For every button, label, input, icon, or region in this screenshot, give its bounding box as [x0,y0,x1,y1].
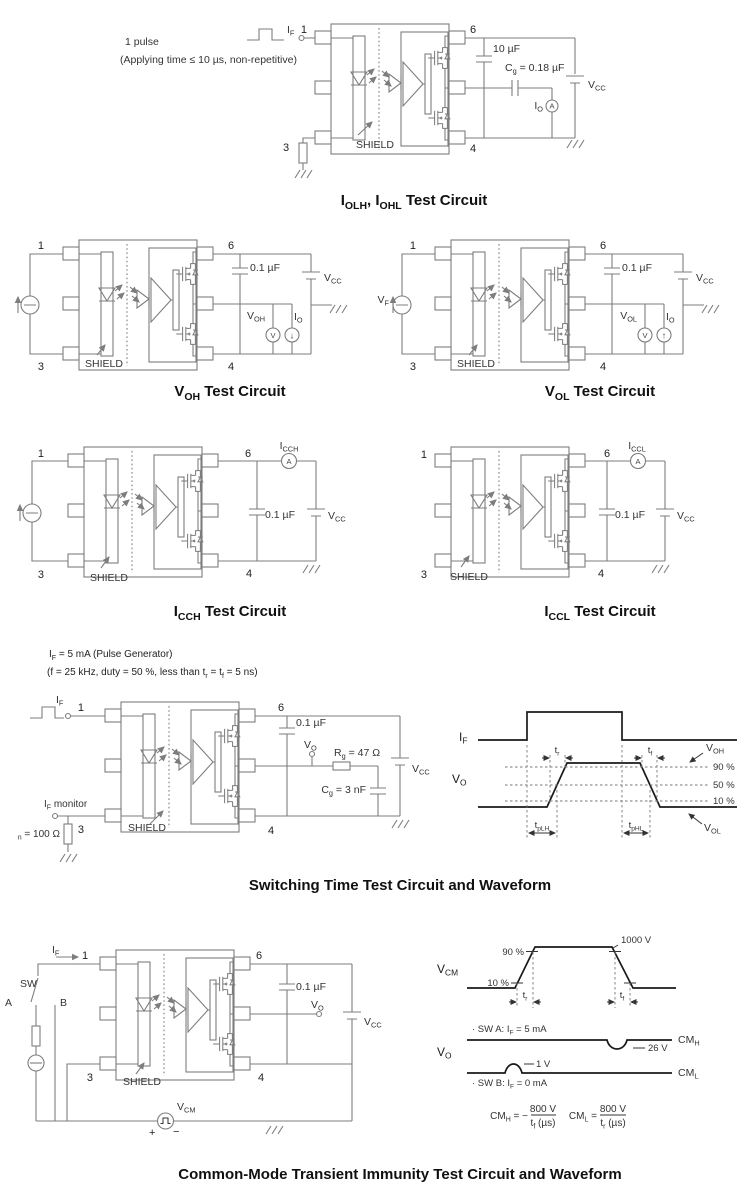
shield-label: SHIELD [90,572,128,584]
vol-arrow-icon [689,814,702,824]
level-50: 50 % [713,780,735,791]
vcc-label: $V_{CC}$ [677,510,695,524]
vcc-label: $V_{CC}$ [412,763,430,777]
down-arrow-glyph: ↓ [289,330,295,341]
cml-formula-den: $t_r$ (µs) [600,1118,626,1131]
vcm-wave-label: $V_{CM}$ [437,962,459,978]
pin-label: 6 [245,448,252,460]
switching-note-2: (f = 25 kHz, duty = 50 %, less than $t_r = t_f = 5$ ns) [47,667,258,680]
pin-label: 3 [86,1072,93,1084]
up-arrow-glyph: ↑ [661,330,667,341]
shield-label: SHIELD [356,139,394,151]
sw-label: SW [20,978,37,990]
pin-label: 6 [256,950,263,962]
pulse-note-2: (Applying time ≤ 10 µs, non-repetitive) [120,54,297,66]
pin-label: 4 [470,143,477,155]
voltmeter-letter: V [642,331,648,340]
terminal-icon [53,814,58,819]
cmti-test-circuit [5,944,382,1139]
cap-value: 0.1 µF [265,509,295,521]
section-title-voh: $V_{OH}$ Test Circuit [174,383,286,403]
if-trace [478,712,737,740]
pin-label: 6 [470,24,477,36]
resistor-icon [64,824,72,844]
optocoupler-package [68,447,218,577]
pin-label: 1 [409,240,416,252]
rg-value: $R_g = 47$ Ω [334,747,381,761]
vo-wave-label: $V_O$ [452,772,467,788]
if-label: $I_F$ [52,944,60,958]
section-title-icch: $I_{CCH}$ Test Circuit [173,603,287,623]
switching-note-1: $I_F = 5$ mA (Pulse Generator) [49,649,173,662]
tr-label: $t_r$ [554,745,560,758]
sw-b-label: B [60,997,68,1009]
pin-label: 1 [77,702,84,714]
shield-label: SHIELD [123,1076,161,1088]
resistor-icon [299,143,307,163]
pin-label: 1 [82,950,89,962]
iolh-iohl-test-circuit [120,24,606,178]
vo-wave-label: $V_O$ [437,1045,452,1061]
pin-label: 4 [258,1072,265,1084]
io-label: $I_O$ [294,311,303,325]
v1000-label: 1000 V [621,935,652,946]
pin-label: 3 [37,361,44,373]
measure-lines [517,952,630,1008]
level-lines [505,767,710,801]
section-title-iccl: $I_{CCL}$ Test Circuit [544,603,656,623]
cmh-label: $CM_H$ [678,1034,700,1048]
level-90: 90 % [713,762,735,773]
optocoupler-package [435,447,585,577]
v1-label: 1 V [536,1059,551,1070]
if-label: $I_F$ [56,694,64,708]
shield-label: SHIELD [128,822,166,834]
vcc-label: $V_{CC}$ [588,79,606,93]
ammeter-letter: A [286,457,292,466]
tphl-label: $t_{pHL}$ [628,820,644,833]
if-monitor-label: $I_F$ monitor [44,799,88,812]
pin-label: 6 [278,702,285,714]
vol-test-circuit [377,240,719,373]
ammeter-letter: A [549,101,555,111]
voltmeter-letter: V [270,331,276,340]
vo-label: $V_O$ [311,999,324,1013]
section-title-switching: Switching Time Test Circuit and Waveform [248,877,552,894]
pin-label: 1 [300,24,307,36]
vcm-label: $V_{CM}$ [177,1101,196,1115]
tplh-label: $t_{pLH}$ [534,820,550,833]
optocoupler-package [63,240,213,370]
vf-label: $V_F$ [377,294,389,308]
cap-value: 10 µF [493,43,521,55]
pulse-note-1: 1 pulse [125,36,159,48]
cmti-waveform [437,935,700,1131]
cml-formula-num: 800 V [599,1104,627,1115]
vcc-label: $V_{CC}$ [328,510,346,524]
tf-label: $t_f$ [647,745,653,758]
level-10: 10 % [713,796,735,807]
optocoupler-package [100,950,250,1080]
pulse-glyph-icon [161,1118,171,1124]
ammeter-letter: A [635,457,641,466]
pulse-waveform-icon [30,707,64,718]
v26-label: 26 V [648,1043,668,1054]
pin-label: 3 [77,824,84,836]
pin-label: 3 [409,361,416,373]
voh-label: $V_{OH}$ [246,310,265,324]
level-90: 90 % [502,947,524,958]
cmh-formula-den: $t_f$ (µs) [530,1118,556,1131]
terminal-icon [299,36,304,41]
pin-label: 3 [420,569,427,581]
level-10: 10 % [487,978,509,989]
tr-label: $t_r$ [522,990,528,1003]
terminal-icon [66,714,71,719]
vo-label: $V_O$ [304,739,317,753]
section-title-iolh-iohl: $I_{OLH}$, $I_{OHL}$ Test Circuit [340,192,488,212]
tf-label: $t_f$ [619,990,625,1003]
pulse-waveform-icon [247,29,284,40]
minus-label: − [173,1126,180,1138]
shield-label: SHIELD [457,358,495,370]
if-wave-label: $I_F$ [459,730,468,746]
pin-label: 4 [268,825,275,837]
vcm-source-icon [158,1113,174,1129]
pin-label: 6 [604,448,611,460]
pin-label: 1 [37,448,44,460]
pin-label: 4 [600,361,607,373]
switching-time-test-circuit [18,694,431,862]
resistor-icon [333,762,350,770]
pin-label: 6 [228,240,235,252]
resistor-icon [32,1026,40,1046]
shield-label: SHIELD [85,358,123,370]
pin-label: 1 [420,449,427,461]
shield-arrow-icon [136,1063,144,1074]
cml-trace [467,1064,672,1073]
sw-a-condition: · SW A: $I_F = 5$ mA [472,1024,547,1037]
optocoupler-package [435,240,585,370]
pin-label: 6 [600,240,607,252]
icch-test-circuit [20,440,346,584]
resistor-value: $_n$ = 100 Ω [17,829,60,842]
pin-label: 4 [228,361,235,373]
cap-value: 0.1 µF [296,981,326,993]
optocoupler-package [105,702,255,832]
vcc-label: $V_{CC}$ [696,272,714,286]
iccl-test-circuit [421,440,695,583]
sw-b-condition: · SW B: $I_F = 0$ mA [472,1078,548,1091]
icch-label: $I_{CCH}$ [279,440,299,454]
pin-label: 4 [246,568,253,580]
cg-value: $C_g = 3$ nF [321,784,366,798]
section-title-cmti: Common-Mode Transient Immunity Test Circuit and Waveform [178,1166,622,1183]
voh-label: $V_{OH}$ [706,742,725,756]
voh-test-circuit [18,240,347,373]
vol-label: $V_{OL}$ [704,822,721,836]
vcc-label: $V_{CC}$ [364,1016,382,1030]
pin-label: 1 [37,240,44,252]
shield-label: SHIELD [450,571,488,583]
cmh-formula-lhs: $CM_H$ = − [490,1111,528,1124]
voh-arrow-icon [690,753,703,762]
pin-label: 3 [283,142,290,154]
cmh-formula-num: 800 V [529,1104,557,1115]
if-label: $I_F$ [287,24,295,38]
cg-value: $C_g = 0.18$ µF [505,62,565,76]
cap-value: 0.1 µF [296,717,326,729]
switching-waveform [452,712,737,838]
io-label: $I_O$ [534,100,543,114]
cap-value: 0.1 µF [250,262,280,274]
cml-label: $CM_L$ [678,1067,699,1081]
sw-a-label: A [5,997,13,1009]
plus-label: + [149,1127,156,1139]
optocoupler-package [315,24,465,154]
cap-value: 0.1 µF [622,262,652,274]
pin-label: 4 [598,568,605,580]
cml-formula-lhs: $CM_L$ = [568,1111,597,1124]
v1000-pointer [613,945,618,948]
measure-lines [527,745,657,838]
vcc-label: $V_{CC}$ [324,272,342,286]
cap-value: 0.1 µF [615,509,645,521]
iccl-label: $I_{CCL}$ [628,440,646,454]
vol-label: $V_{OL}$ [620,310,637,324]
pin-label: 3 [37,569,44,581]
io-label: $I_O$ [666,311,675,325]
section-title-vol: $V_{OL}$ Test Circuit [544,383,656,403]
